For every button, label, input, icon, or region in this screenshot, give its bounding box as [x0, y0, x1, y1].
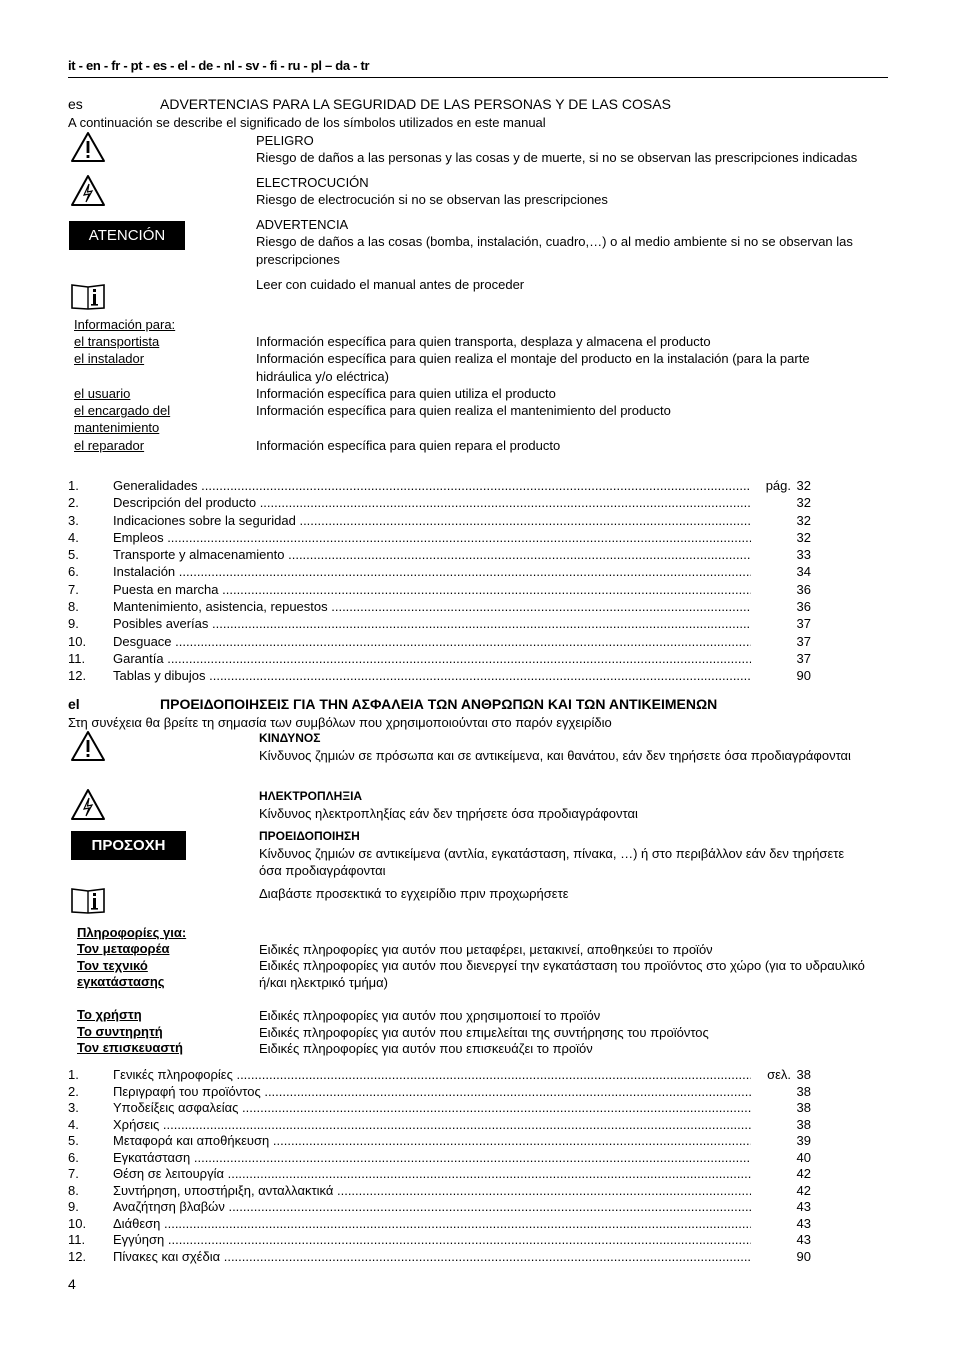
toc-num: 6.	[68, 1149, 79, 1165]
toc-text: Empleos .....	[113, 529, 751, 546]
toc-row[interactable]	[68, 581, 811, 598]
toc-num: 10.	[68, 1215, 87, 1231]
el-episkevasth-desc: Ειδικές πληροφορίες για αυτόν που επισκευάζει το προϊόν	[259, 1041, 593, 1056]
toc-text: Περιγραφή του προϊόντος .....	[113, 1084, 751, 1101]
es-instalador-desc: Información específica para quien realiza el montaje del producto en la instalación (para la parte hidráulica y/o eléctrica)	[256, 351, 810, 384]
es-role-reparador: el reparador	[74, 438, 145, 453]
toc-row[interactable]	[68, 1117, 811, 1134]
toc-row[interactable]	[68, 1166, 811, 1183]
toc-text: Εγγύηση .....	[113, 1232, 751, 1249]
toc-num: 11.	[68, 650, 86, 666]
toc-text: Χρήσεις .....	[113, 1117, 751, 1134]
toc-text: Indicaciones sobre la seguridad .....	[113, 512, 751, 529]
prosoxh-badge: ΠΡΟΣΟΧΗ	[71, 831, 186, 860]
electric-hazard-icon	[70, 174, 106, 208]
page-word: pág.	[765, 478, 791, 493]
toc-row[interactable]	[68, 512, 811, 529]
toc-text: Πίνακες και σχέδια .....	[113, 1249, 751, 1266]
es-manual-desc: Leer con cuidado el manual antes de proceder	[256, 277, 525, 292]
toc-page: 39	[796, 1133, 811, 1148]
el-subtitle: Στη συνέχεια θα βρείτε τη σημασία των συμβόλων που χρησιμοποιούνται στο παρόν εγχειρίδιο	[68, 715, 612, 730]
toc-row[interactable]	[68, 529, 811, 546]
manual-book-icon	[70, 886, 106, 914]
toc-row[interactable]	[68, 546, 811, 563]
toc-page: 90	[796, 1248, 811, 1264]
toc-text: Transporte y almacenamiento .....	[113, 546, 751, 563]
es-electro-desc: Riesgo de electrocución si no se observan las prescripciones	[256, 192, 608, 207]
toc-num: 1.	[68, 1067, 79, 1082]
toc-text: Tablas y dibujos .....	[113, 667, 751, 684]
es-role-instalador: el instalador	[74, 351, 145, 366]
toc-row[interactable]	[68, 1100, 811, 1117]
atencion-badge: ATENCIÓN	[69, 221, 185, 250]
toc-text: Generalidades .....	[113, 477, 751, 494]
es-role-mantenimiento-2: mantenimiento	[74, 420, 160, 435]
el-title: ΠΡΟΕΙΔΟΠΟΙΗΣΕΙΣ ΓΙΑ ΤΗΝ ΑΣΦΑΛΕΙΑ ΤΩΝ ΑΝΘΡΩΠΩΝ ΚΑΙ ΤΩΝ ΑΝΤΙΚΕΙΜΕΝΩΝ	[160, 696, 718, 712]
el-role-xrhsth: Το χρήστη	[77, 1007, 142, 1022]
toc-page: 32	[796, 478, 811, 493]
toc-row[interactable]	[68, 633, 811, 650]
warning-icon	[70, 131, 106, 163]
es-peligro-desc: Riesgo de daños a las personas y las cosas y de muerte, si no se observan las prescripciones indicadas	[256, 150, 858, 165]
toc-text: Εγκατάσταση .....	[113, 1150, 751, 1167]
toc-text: Συντήρηση, υποστήριξη, ανταλλακτικά .....	[113, 1183, 751, 1200]
el-electro-label: ΗΛΕΚΤΡΟΠΛΗΞΙΑ	[259, 789, 363, 803]
el-role-texniko-2: εγκατάστασης	[77, 974, 165, 989]
toc-num: 6.	[68, 564, 79, 580]
toc-row[interactable]	[68, 1232, 811, 1249]
el-metaforea-desc: Ειδικές πληροφορίες για αυτόν που μεταφέρει, μετακινεί, αποθηκεύει το προϊόν	[259, 942, 713, 957]
el-toc	[68, 1067, 811, 1265]
toc-page: 32	[796, 495, 811, 511]
toc-num: 2.	[68, 1083, 79, 1099]
toc-text: Αναζήτηση βλαβών .....	[113, 1199, 751, 1216]
es-lang-code: es	[68, 96, 83, 112]
toc-page: 34	[796, 564, 811, 580]
toc-page: 42	[796, 1166, 811, 1181]
es-title: ADVERTENCIAS PARA LA SEGURIDAD DE LAS PERSONAS Y DE LAS COSAS	[160, 96, 671, 112]
es-role-usuario: el usuario	[74, 386, 131, 401]
es-toc	[68, 477, 811, 685]
warning-icon	[70, 730, 106, 762]
es-advertencia-desc: Riesgo de daños a las cosas (bomba, instalación, cuadro,…) o al medio ambiente si no se observan las prescripciones	[256, 234, 853, 267]
toc-num: 3.	[68, 1100, 79, 1115]
toc-text: Μεταφορά και αποθήκευση .....	[113, 1133, 751, 1150]
toc-num: 5.	[68, 1133, 79, 1148]
manual-book-icon	[70, 282, 106, 310]
toc-row[interactable]	[68, 1133, 811, 1150]
toc-page: 37	[796, 633, 811, 649]
toc-page: 90	[796, 668, 811, 684]
toc-text: Garantía .....	[113, 650, 751, 667]
toc-num: 4.	[68, 1116, 79, 1132]
toc-row[interactable]	[68, 615, 811, 632]
toc-text: Θέση σε λειτουργία .....	[113, 1166, 751, 1183]
toc-row[interactable]	[68, 1249, 811, 1266]
toc-page: 38	[796, 1067, 811, 1082]
toc-num: 12.	[68, 668, 87, 684]
toc-row[interactable]	[68, 1150, 811, 1167]
electric-hazard-icon	[70, 788, 106, 822]
toc-page: 36	[796, 599, 811, 615]
toc-row[interactable]	[68, 1199, 811, 1216]
toc-num: 10.	[68, 633, 87, 649]
toc-page: 32	[796, 529, 811, 545]
el-syntirhth-desc: Ειδικές πληροφορίες για αυτόν που επιμελείται της συντήρησης του προϊόντος	[259, 1025, 709, 1040]
es-advertencia-label: ADVERTENCIA	[256, 217, 349, 232]
toc-text: Υποδείξεις ασφαλείας .....	[113, 1100, 751, 1117]
es-usuario-desc: Información específica para quien utiliza el producto	[256, 386, 556, 401]
toc-num: 7.	[68, 581, 79, 597]
toc-page: 42	[796, 1182, 811, 1198]
toc-row[interactable]	[68, 563, 811, 580]
es-subtitle: A continuación se describe el significado de los símbolos utilizados en este manual	[68, 115, 546, 130]
es-reparador-desc: Información específica para quien repara el producto	[256, 438, 561, 453]
el-xrhsth-desc: Ειδικές πληροφορίες για αυτόν που χρησιμοποιεί το προϊόν	[259, 1008, 601, 1023]
toc-page: 43	[796, 1199, 811, 1214]
toc-page: 43	[796, 1215, 811, 1231]
es-mantenimiento-desc: Información específica para quien realiza el mantenimiento del producto	[256, 403, 671, 418]
toc-text: Desguace .....	[113, 633, 751, 650]
el-role-episkevasth: Τον επισκευαστή	[77, 1040, 183, 1055]
es-transportista-desc: Información específica para quien transporta, desplaza y almacena el producto	[256, 334, 711, 349]
el-kindynos-label: ΚΙΝΔΥΝΟΣ	[259, 731, 321, 745]
toc-row[interactable]	[68, 477, 811, 494]
toc-text: Instalación .....	[113, 563, 751, 580]
el-proeidopoihsh-desc: Κίνδυνος ζημιών σε αντικείμενα (αντλία, εγκατάσταση, πίνακα, …) ή στο περιβάλλον εάν δεν τηρήσετε όσα προδιαγράφονται	[259, 846, 845, 878]
el-lang-code: el	[68, 696, 80, 712]
el-role-metaforea: Τον μεταφορέα	[77, 941, 170, 956]
toc-row[interactable]	[68, 1067, 811, 1084]
toc-page: 37	[796, 616, 811, 632]
toc-num: 9.	[68, 1199, 79, 1214]
toc-row[interactable]	[68, 494, 811, 511]
toc-num: 12.	[68, 1248, 87, 1264]
toc-text: Διάθεση .....	[113, 1216, 751, 1233]
toc-num: 8.	[68, 1182, 79, 1198]
toc-row[interactable]	[68, 1084, 811, 1101]
toc-page: 32	[796, 512, 811, 528]
es-electro-label: ELECTROCUCIÓN	[256, 175, 369, 190]
toc-row[interactable]	[68, 667, 811, 684]
toc-page: 38	[796, 1083, 811, 1099]
toc-row[interactable]	[68, 1216, 811, 1233]
es-role-mantenimiento-1: el encargado del	[74, 403, 171, 418]
toc-row[interactable]	[68, 1183, 811, 1200]
toc-page: 33	[796, 547, 811, 563]
toc-num: 4.	[68, 529, 79, 545]
toc-num: 7.	[68, 1166, 79, 1181]
toc-text: Γενικές πληροφορίες .....	[113, 1067, 751, 1084]
page-word: σελ.	[767, 1067, 791, 1082]
toc-page: 37	[796, 650, 811, 666]
toc-page: 43	[796, 1232, 811, 1247]
toc-num: 3.	[68, 512, 79, 528]
toc-row[interactable]	[68, 650, 811, 667]
es-peligro-label: PELIGRO	[256, 133, 314, 148]
page-number: 4	[68, 1276, 76, 1292]
el-info-heading: Πληροφορίες για:	[77, 925, 187, 940]
el-kindynos-desc: Κίνδυνος ζημιών σε πρόσωπα και σε αντικείμενα, και θανάτου, εάν δεν τηρήσετε όσα προδιαγράφονται	[259, 748, 851, 763]
toc-num: 1.	[68, 478, 79, 493]
el-role-syntirhth: Το συντηρητή	[77, 1024, 163, 1039]
toc-page: 36	[796, 581, 811, 597]
es-role-transportista: el transportista	[74, 334, 160, 349]
toc-num: 11.	[68, 1232, 86, 1247]
el-proeidopoihsh-label: ΠΡΟΕΙΔΟΠΟΙΗΣΗ	[259, 829, 360, 843]
el-electro-desc: Κίνδυνος ηλεκτροπληξίας εάν δεν τηρήσετε όσα προδιαγράφονται	[259, 806, 638, 821]
toc-text: Descripción del producto .....	[113, 494, 751, 511]
el-role-texniko-1: Τον τεχνικό	[77, 958, 148, 973]
toc-num: 5.	[68, 547, 79, 563]
el-manual-desc: Διαβάστε προσεκτικά το εγχειρίδιο πριν προχωρήσετε	[259, 886, 569, 901]
toc-num: 2.	[68, 495, 79, 511]
language-list: it - en - fr - pt - es - el - de - nl - sv - fi - ru - pl – da - tr	[68, 58, 370, 73]
toc-num: 9.	[68, 616, 79, 632]
toc-text: Mantenimiento, asistencia, repuestos .....	[113, 598, 751, 615]
toc-num: 8.	[68, 599, 79, 615]
el-texniko-desc: Ειδικές πληροφορίες για αυτόν που διενεργεί την εγκατάσταση του προϊόντος στο χώρο (για το υδραυλικό ή/και ηλεκτρικό τμήμα)	[259, 958, 865, 990]
header-rule	[68, 77, 888, 78]
toc-text: Posibles averías .....	[113, 615, 751, 632]
toc-page: 38	[796, 1116, 811, 1132]
toc-page: 38	[796, 1100, 811, 1115]
es-info-heading: Información para:	[74, 317, 176, 332]
toc-row[interactable]	[68, 598, 811, 615]
toc-page: 40	[796, 1149, 811, 1165]
toc-text: Puesta en marcha .....	[113, 581, 751, 598]
